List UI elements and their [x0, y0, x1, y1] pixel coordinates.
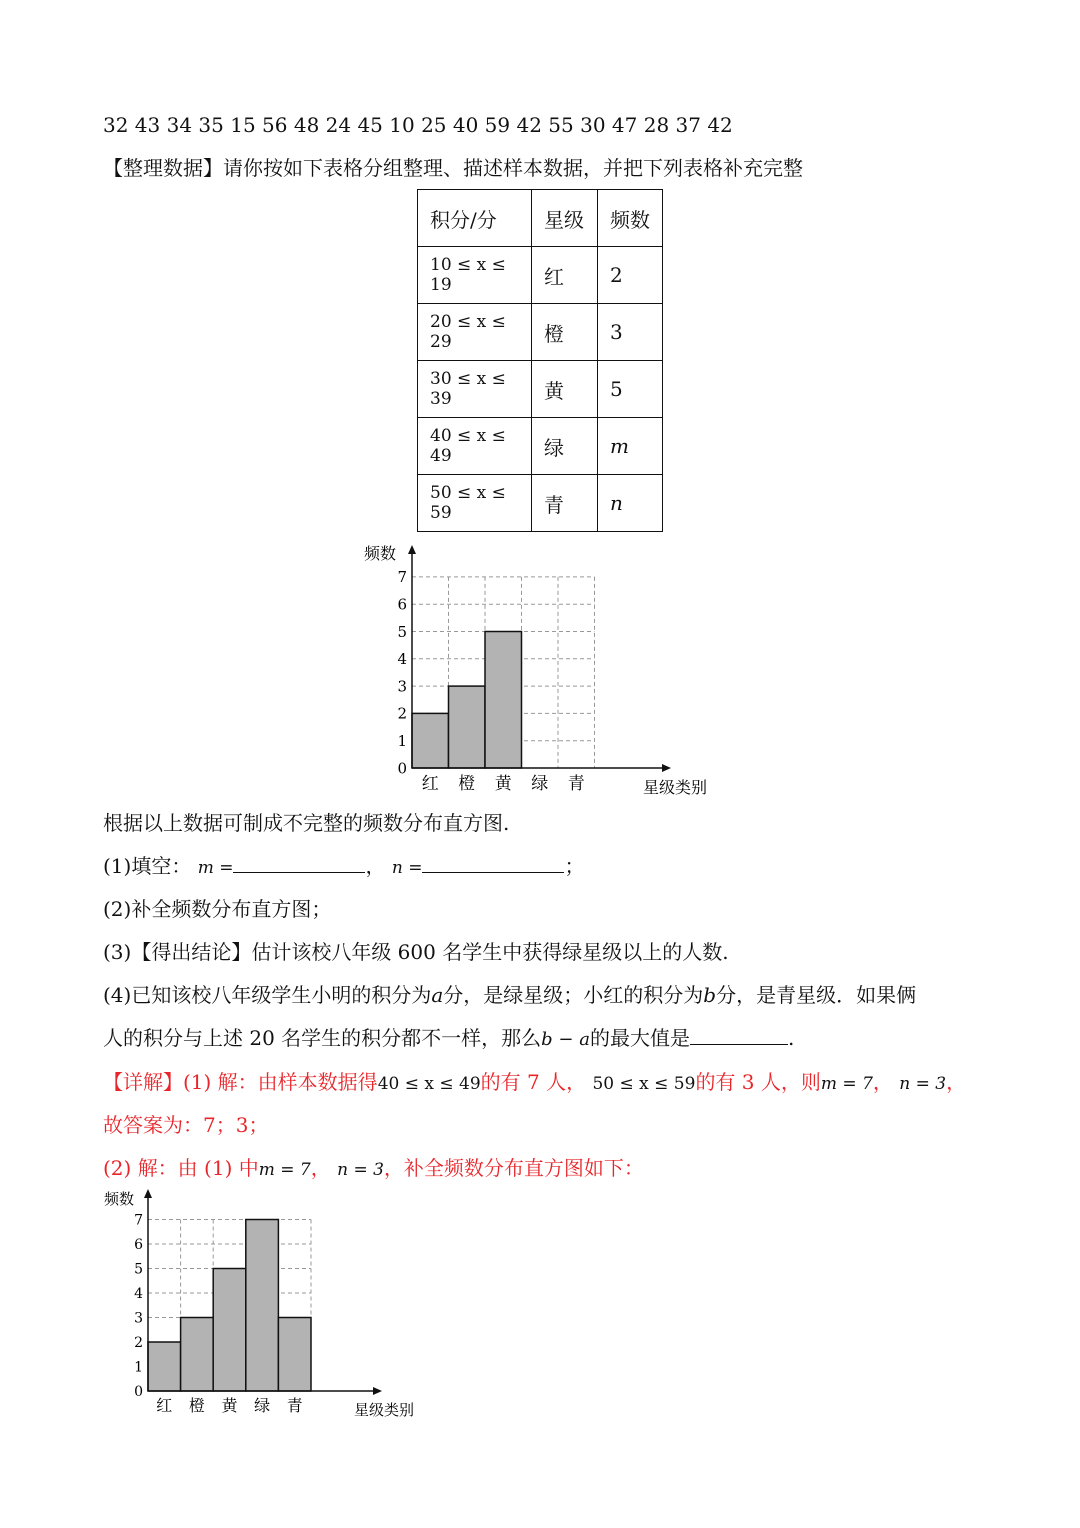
answer-n: n = 3 — [899, 1074, 947, 1094]
answer-sep: ， — [310, 1156, 331, 1180]
answer-range-2: 50 ≤ x ≤ 59 — [592, 1074, 696, 1094]
bar-橙 — [181, 1318, 214, 1392]
table-row — [418, 304, 663, 361]
y-tick-label: 1 — [397, 731, 407, 750]
y-tick-label: 2 — [134, 1334, 143, 1351]
question-3: (3)【得出结论】估计该校八年级 600 名学生中获得绿星级以上的人数. — [103, 940, 729, 964]
q4-text: 分，是青星级．如果俩 — [716, 983, 917, 1007]
x-axis-title: 星级类别 — [643, 778, 708, 797]
q4-text: 人的积分与上述 20 名学生的积分都不一样，那么 — [103, 1026, 542, 1050]
answer-sep: ， — [872, 1070, 893, 1094]
q1-end: ； — [564, 854, 585, 878]
x-tick-label: 橙 — [188, 1396, 205, 1415]
bar-黄 — [485, 632, 522, 769]
answer-blank-n[interactable] — [422, 854, 564, 873]
y-tick-label: 6 — [134, 1236, 143, 1253]
table-cell-range: 40 ≤ x ≤ 49 — [418, 418, 532, 475]
bar-红 — [412, 713, 449, 768]
q1-prefix: (1)填空： — [103, 854, 192, 878]
question-4-line-1 — [103, 981, 916, 1009]
table-cell-star: 青 — [532, 475, 598, 532]
y-tick-label: 7 — [397, 568, 407, 587]
question-4-line-2 — [103, 1024, 794, 1054]
table-cell-count: 3 — [598, 304, 663, 361]
question-2: (2)补全频数分布直方图； — [103, 897, 332, 921]
answer-text: ，补全频数分布直方图如下： — [383, 1156, 644, 1180]
x-tick-label: 绿 — [254, 1396, 271, 1415]
y-tick-label: 2 — [397, 704, 407, 723]
table-cell-star: 黄 — [532, 361, 598, 418]
y-tick-label: 7 — [134, 1212, 143, 1229]
table-cell-range: 20 ≤ x ≤ 29 — [418, 304, 532, 361]
q4-var-b: b — [703, 983, 717, 1007]
q4-end: . — [787, 1026, 795, 1050]
x-tick-label: 绿 — [531, 774, 549, 794]
table-row — [418, 247, 663, 304]
y-tick-label: 0 — [397, 759, 407, 778]
y-tick-label: 0 — [134, 1383, 143, 1400]
table-cell-count: 2 — [598, 247, 663, 304]
answer-blank-m[interactable] — [233, 854, 365, 873]
y-tick-label: 5 — [397, 622, 407, 641]
table-row — [418, 475, 663, 532]
table-cell-star: 橙 — [532, 304, 598, 361]
table-row — [418, 418, 663, 475]
table-cell-star: 红 — [532, 247, 598, 304]
y-tick-label: 1 — [134, 1359, 143, 1376]
answer-text: (2) 解：由 (1) 中 — [103, 1156, 259, 1180]
x-tick-label: 红 — [421, 774, 439, 794]
bar-青 — [278, 1318, 311, 1392]
x-tick-label: 青 — [286, 1396, 303, 1415]
sample-data: 32 43 34 35 15 56 48 24 45 10 25 40 59 42 55 30 47 28 37 42 — [103, 113, 733, 137]
y-tick-label: 3 — [397, 677, 407, 696]
bar-橙 — [449, 686, 486, 768]
x-tick-label: 青 — [567, 774, 585, 794]
table-row — [418, 361, 663, 418]
table-cell-count: m — [598, 418, 663, 475]
x-tick-label: 黄 — [221, 1396, 238, 1415]
table-cell-range: 50 ≤ x ≤ 59 — [418, 475, 532, 532]
x-axis-arrow — [373, 1387, 382, 1395]
y-tick-label: 4 — [134, 1285, 143, 1302]
y-tick-label: 3 — [134, 1310, 143, 1327]
bar-绿 — [246, 1220, 279, 1392]
table-cell-range: 10 ≤ x ≤ 19 — [418, 247, 532, 304]
table-cell-count: n — [598, 475, 663, 532]
table-header-cell: 星级 — [532, 190, 598, 247]
bar-黄 — [213, 1269, 246, 1392]
y-tick-label: 6 — [397, 595, 407, 614]
table-header-cell: 积分/分 — [418, 190, 532, 247]
question-1 — [103, 852, 584, 882]
y-tick-label: 4 — [397, 650, 407, 669]
table-header-row — [418, 190, 663, 247]
q4-var-a: a — [431, 983, 444, 1007]
y-axis-title: 频数 — [104, 1190, 135, 1208]
grouping-table — [417, 189, 663, 532]
bar-红 — [148, 1342, 181, 1391]
chart-caption: 根据以上数据可制成不完整的频数分布直方图. — [103, 811, 510, 835]
x-axis-arrow — [662, 764, 671, 772]
q4-expr: b − a — [541, 1029, 590, 1050]
q1-n-label: n = — [391, 858, 423, 878]
answer-m: m = 7 — [258, 1160, 311, 1180]
q1-m-label: m = — [197, 858, 234, 878]
histogram-incomplete — [355, 540, 735, 802]
answer-m: m = 7 — [820, 1074, 873, 1094]
answer-range-1: 40 ≤ x ≤ 49 — [377, 1074, 481, 1094]
x-tick-label: 红 — [156, 1396, 173, 1415]
table-header-cell: 频数 — [598, 190, 663, 247]
answer-1-line-2: 故答案为：7；3； — [103, 1113, 269, 1137]
answer-n: n = 3 — [337, 1160, 384, 1180]
q4-text: 的最大值是 — [589, 1026, 690, 1050]
y-axis-arrow — [144, 1189, 152, 1198]
x-axis-title: 星级类别 — [354, 1401, 415, 1419]
table-cell-count: 5 — [598, 361, 663, 418]
answer-end: ， — [946, 1070, 967, 1094]
q1-sep: ， — [365, 854, 386, 878]
q4-text: 分，是绿星级；小红的积分为 — [443, 983, 704, 1007]
x-tick-label: 黄 — [494, 774, 512, 794]
table-cell-star: 绿 — [532, 418, 598, 475]
q4-text: (4)已知该校八年级学生小明的积分为 — [103, 983, 432, 1007]
answer-2 — [103, 1154, 644, 1184]
answer-text: 【详解】(1) 解：由样本数据得 — [103, 1070, 378, 1094]
answer-blank-max[interactable] — [690, 1026, 788, 1045]
answer-text: 的有 3 人，则 — [695, 1070, 821, 1094]
table-cell-range: 30 ≤ x ≤ 39 — [418, 361, 532, 418]
y-axis-title: 频数 — [364, 544, 397, 563]
x-tick-label: 橙 — [458, 774, 476, 794]
answer-1-line-1 — [103, 1068, 966, 1098]
organize-heading: 【整理数据】请你按如下表格分组整理、描述样本数据，并把下列表格补充完整 — [103, 156, 803, 180]
histogram-complete — [100, 1186, 430, 1422]
y-tick-label: 5 — [134, 1261, 143, 1278]
answer-text: 的有 7 人， — [480, 1070, 587, 1094]
y-axis-arrow — [408, 545, 416, 554]
